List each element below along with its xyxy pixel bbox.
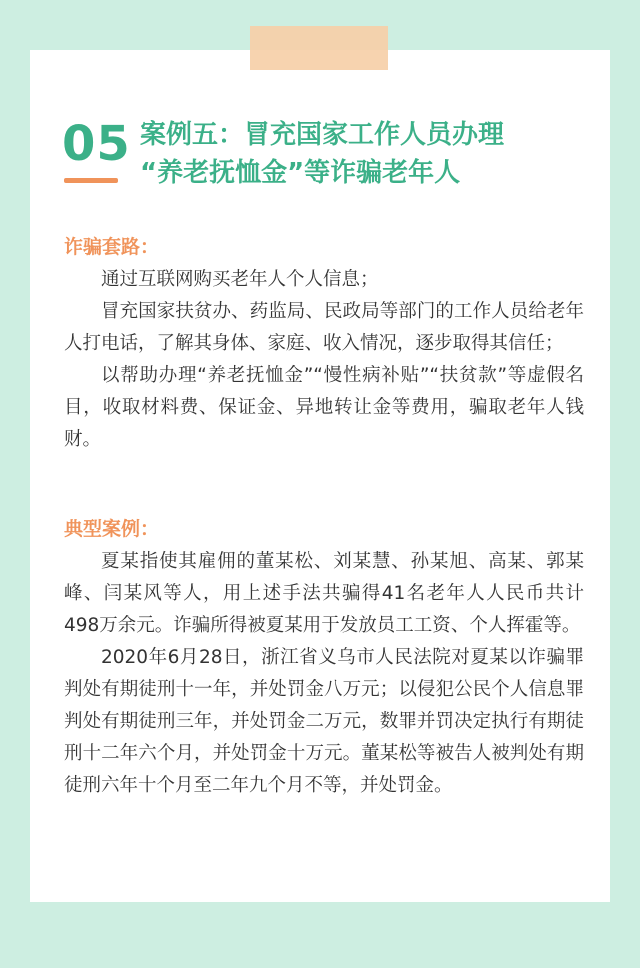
case-number: 05: [62, 116, 131, 172]
fraud-method-section: [64, 232, 584, 456]
paragraph: 2020年6月28日，浙江省义乌市人民法院对夏某以诈骗罪判处有期徒刑十一年，并处罚金八万元；以侵犯公民个人信息罪判处有期徒刑三年，并处罚金二万元，数罪并罚决定执行有期徒刑十二年六个月，并处罚金十万元。董某松等被告人被判处有期徒刑六年十个月至二年九个月不等，并处罚金。: [64, 647, 584, 796]
paragraph: 夏某指使其雇佣的董某松、刘某慧、孙某旭、高某、郭某峰、闫某风等人，用上述手法共骗得41名老年人人民币共计498万余元。诈骗所得被夏某用于发放员工工资、个人挥霍等。: [64, 551, 584, 636]
paragraph: 通过互联网购买老年人个人信息；: [101, 269, 379, 290]
section-label-fraud-method: 诈骗套路：: [64, 236, 160, 258]
case-number-underline: [64, 178, 118, 183]
decorative-tape: [250, 26, 388, 70]
paragraph: 以帮助办理“养老抚恤金”“慢性病补贴”“扶贫款”等虚假名目，收取材料费、保证金、异地转让金等费用，骗取老年人钱财。: [64, 365, 584, 450]
typical-case-section: [64, 514, 584, 802]
case-title-line-2: “养老抚恤金”等诈骗老年人: [140, 158, 461, 188]
section-label-typical-case: 典型案例：: [64, 518, 160, 540]
case-heading: [62, 112, 602, 192]
case-title: [140, 116, 600, 192]
case-title-line-1: 案例五：冒充国家工作人员办理: [140, 120, 505, 150]
paragraph: 冒充国家扶贫办、药监局、民政局等部门的工作人员给老年人打电话，了解其身体、家庭、收入情况，逐步取得其信任；: [64, 301, 584, 354]
